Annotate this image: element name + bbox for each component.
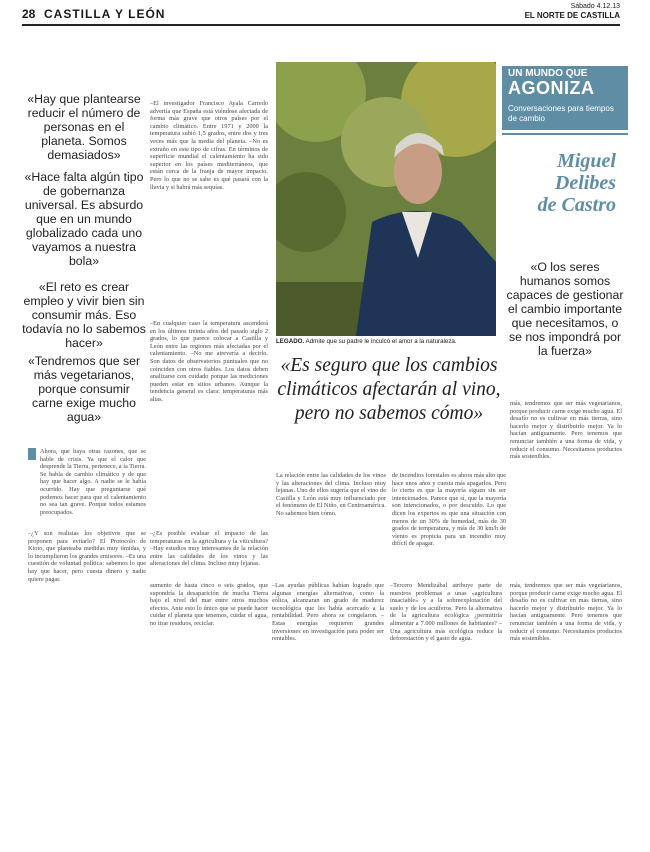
article-text: de incendios forestales es ahora más alto que hace unos años y cuesta más apagarlos. Pero lo cierto es que la mayoría siguen sin ser intencionados. Parece que sí, que la mayoría son intencionados, o por descuido. Lo que dicen los expertos es que una situación con menos de un 30% de humedad, más de 30 grados de temperatura, y más de 30 km/h de viento es propicia para un incendio muy difícil de apagar. (392, 472, 506, 548)
page-number: 28 (22, 7, 36, 21)
interview-text: –El investigador Francisco Ayala Carredo advertía que España está viéndose afectada de forma más grave que otros países por el cambio climático. Entre 1971 y 2000 la temperatura subió 1,5 grados, entre dos y tres veces más que la media del planeta. –No es extraño en este tipo de cifras. En términos de superficie mundial el calentamiento ha sido superior en los países mediterráneos, que están cerca de la franja de mayor impacto. Pero lo que no se sabe es qué pasará con la lluvia y si habrá más sequías. (150, 100, 268, 191)
article-text: Ahora, que haya otras razones, que se hable de crisis. Ya que el calor que desprende la Tierra, pertenece, a la Tierra. Se habla de cambio climático y de que hay que hacer algo. A nadie se le había ocurrido. Hay que preguntarse qué podemos hacer para que el calentamiento no sea tan grave. Porque todos estamos preocupados. (40, 448, 146, 516)
author-last: de Castro (537, 194, 616, 216)
series-title: AGONIZA (508, 78, 595, 98)
article-text: más, tendremos que ser más vegetarianos, porque producir carne exige mucho agua. El desafío no es cultivar en más tierras, sino hacerlo mejor y distribuirlo mejor. Ya lo hacían antiguamente. Pero tenemos que renunciar también a una forma de vida, y reducir el consumo. Necesitamos productos más sostenibles. (510, 400, 622, 461)
article-text: –Tercero Mendizábal atribuye parte de nuestros problemas a unas «agricultura insaciable» y a la sobreexplotación del suelo y de los acuíferos. Pero la alternativa de la agricultura ecológica ¿permitiría alimentar a 7.000 millones de habitantes? –Una agricultura más ecológica reduce la deforestación y el gasto de agua. (390, 582, 502, 643)
interview-text: –¿Es posible evaluar el impacto de las temperaturas en la agricultura y la viticultura? –Hay estudios muy interesantes de la relación entre las calidades de los vinos y las alteraciones del clima. Incluso muy lejanas. (150, 530, 268, 568)
page-header (22, 3, 620, 26)
section-title: CASTILLA Y LEÓN (44, 7, 166, 21)
pull-quote: «El reto es crear empleo y vivir bien sin consumir más. Eso todavía no lo sabemos hacer» (22, 280, 146, 350)
article-text: –Las ayudas públicas habían logrado que algunas energías alternativas, como la eólica, alcanzaran un grado de madurez tecnológica que les había acercado a la rentabilidad. Pero ahora se congelaron. –Estas energías requieren grandes inversiones en investigación para poder ser rentables. (272, 582, 384, 643)
article-text: –¿Y son realistas los objetivos que se proponen para evitarlo? El Protocolo de Kioto, que planteaba medidas muy tímidas, y lo incumplieron los grandes emisores. –Es una cuestión de voluntad política: sabemos lo que hay que hacer, pero cuesta dinero y nadie quiere pagar. (28, 530, 146, 583)
caption-text: Admite que su padre le inculcó el amor a la naturaleza. (305, 338, 457, 345)
newspaper-name: EL NORTE DE CASTILLA (524, 11, 620, 20)
article-text: La relación entre las calidades de los vinos y las alteraciones del clima. Incluso muy lejanas. Uno de ellos sugería que el vino de Castilla y León está muy influenciado por el fenómeno de El Niño, en Centroamérica. No sabemos bien cómo. (276, 472, 386, 517)
caption-label: LEGADO. (276, 338, 305, 345)
series-subtitle: Conversaciones para tiempos de cambio (508, 104, 614, 123)
author-first: Miguel (557, 150, 616, 172)
interview-text: –En cualquier caso la temperatura ascenderá en los últimos treinta años del pasado siglo 2 grados, lo que parece colocar a Castilla y León entre las regiones más afectadas por el calentamiento. –No me atrevería a decirlo. Son datos de observatorios puntuales que no coinciden con otros fiables. Los datos deben analizarse con cuidado porque las mediciones pueden estar en sitios urbanos. Aunque la tendencia general es clara: temperaturas más altas. (150, 320, 268, 403)
pull-quote: «Hay que plantearse reducir el número de personas en el planeta. Somos demasiados» (27, 92, 141, 162)
start-marker (28, 448, 36, 460)
pull-quote: «Tendremos que ser más vegetarianos, porque consumir carne exige mucho agua» (27, 354, 141, 424)
photo-caption (276, 338, 502, 346)
pull-quote: «Hace falta algún tipo de gobernanza universal. Es absurdo que en un mundo globalizado cada uno vayamos a nuestra bola» (24, 170, 144, 268)
article-text: aumento de hasta cinco o seis grados, que supondría la desaparición de mucha Tierra bajo el nivel del mar entre otros muchos efectos. Ante esto lo único que se puede hacer cuidar el planeta que tenemos, cuidar el agua, no tirar residuos, reciclar. (150, 582, 268, 627)
article-text: más, tendremos que ser más vegetarianos, porque producir carne exige mucho agua. El desafío no es cultivar en más tierras, sino hacerlo mejor y distribuirlo mejor. Ya lo hacían antiguamente. Pero tenemos que renunciar también a una forma de vida, y reducir el consumo. Necesitamos productos más sostenibles. (510, 582, 622, 643)
series-box (502, 66, 628, 130)
portrait-photo (276, 62, 496, 336)
author-middle: Delibes (554, 172, 616, 194)
series-kicker: UN MUNDO QUE (508, 68, 588, 79)
pull-quote-right: «O los seres humanos somos capaces de gestionar el cambio importante que necesitamos, o se nos impondrá por la fuerza» (506, 260, 624, 358)
divider (502, 133, 628, 135)
issue-date: Sábado 4.12.13 (570, 3, 620, 10)
portrait-illustration (276, 62, 496, 336)
main-quote: «Es seguro que los cambios climáticos afectarán al vino, pero no sabemos cómo» (277, 355, 501, 424)
author-name (502, 150, 616, 216)
